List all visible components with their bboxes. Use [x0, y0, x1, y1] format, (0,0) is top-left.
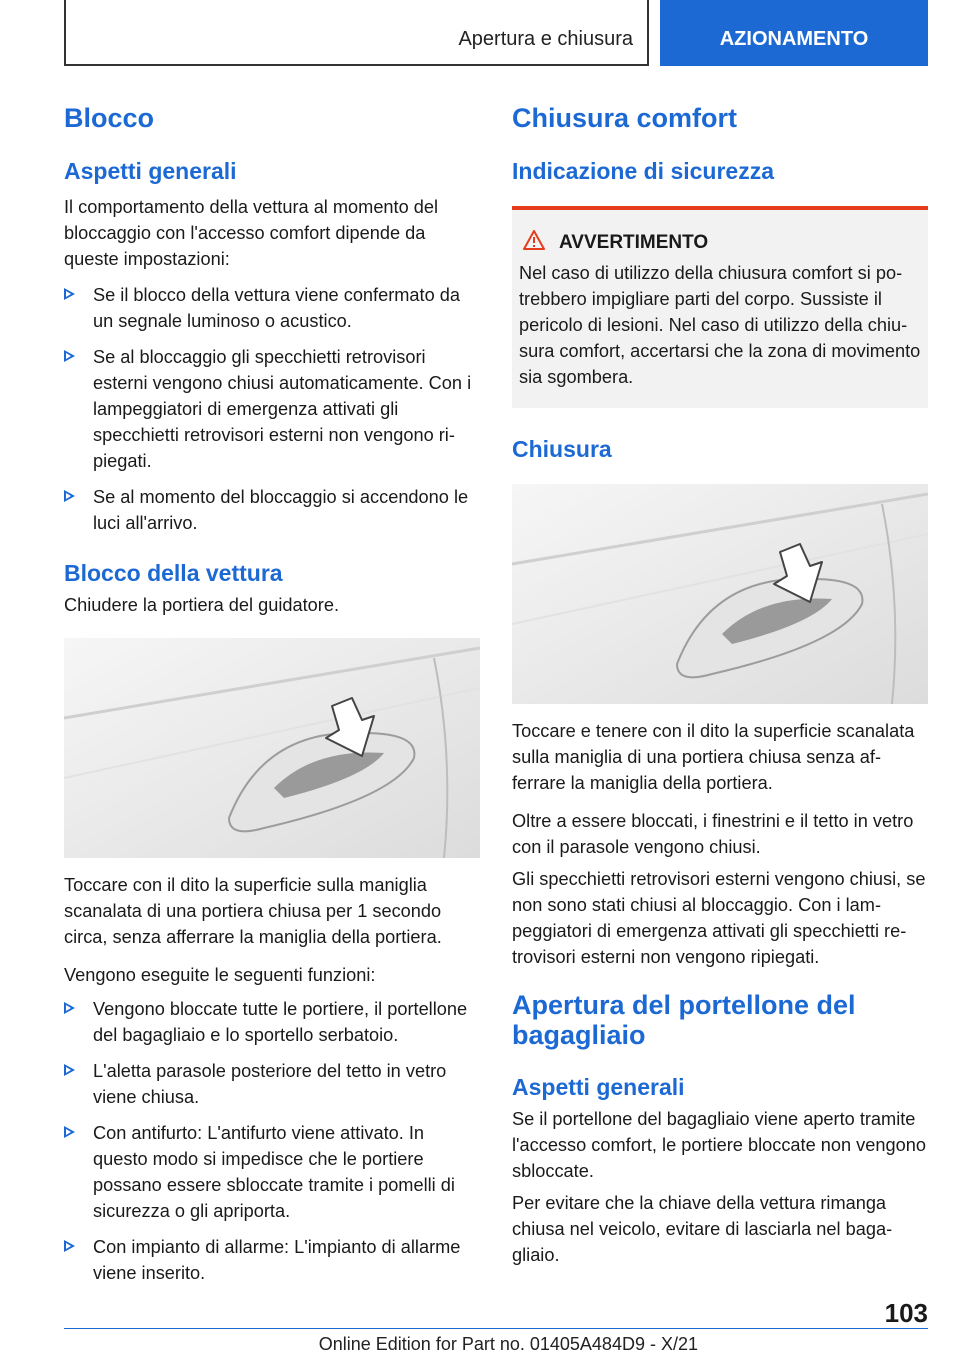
close-caption: Toccare e tenere con il dito la superficie scanalata sulla maniglia di una portiera chiusa senza afferrare la maniglia della portiera.: [512, 721, 915, 793]
warning-title: AVVERTIMENTO: [559, 232, 709, 253]
warning-box: [512, 206, 928, 408]
section-title: Apertura e chiusura: [458, 28, 633, 50]
list-item: Con antifurto: L'antifurto viene attivato. In questo modo si impedisce che le portiere possano essere sbloccate tramite i pomelli di sicurezza o gli apriporta.: [64, 1120, 480, 1224]
bullet-triangle-icon: [64, 1002, 75, 1014]
paragraph: Se il portellone del bagagliaio viene aperto tramite l'accesso comfort, le portiere bloccate non vengono sbloccate.: [512, 1109, 926, 1181]
bullet-triangle-icon: [64, 350, 75, 362]
list-item: Vengono bloccate tutte le portiere, il portellone del bagagliaio e lo sportello serbatoio.: [64, 996, 480, 1048]
heading-blocco-vettura: Blocco della vettura: [64, 560, 283, 586]
list-item: Se al momento del bloccaggio si accendono le luci all'arrivo.: [64, 484, 480, 536]
intro-paragraph: Il comportamento della vettura al momento del bloccaggio con l'accesso comfort dipende da queste impostazioni:: [64, 197, 439, 269]
settings-list: [64, 282, 480, 536]
heading-aspetti-generali: Aspetti generali: [64, 158, 237, 184]
bullet-triangle-icon: [64, 1126, 75, 1138]
bullet-triangle-icon: [64, 1240, 75, 1252]
page-number: 103: [884, 1298, 928, 1328]
functions-list: [64, 996, 480, 1286]
door-handle-image: [512, 484, 928, 704]
chapter-tab: [660, 0, 928, 66]
list-item: Se il blocco della vettura viene confermato da un segnale luminoso o acustico.: [64, 282, 480, 334]
footer-divider: [64, 1328, 928, 1329]
chapter-title: AZIONAMENTO: [719, 28, 869, 50]
lock-caption: Toccare con il dito la superficie sulla maniglia scanalata di una portiera chiusa per 1 secondo circa, senza afferrare la maniglia della portiera.: [64, 875, 442, 947]
paragraph: Gli specchietti retrovisori esterni vengono chiusi, se non sono stati chiusi al bloccaggio. Con i lampeggiatori di emergenza attivati gli specchietti retrovisori esterni non vengono ripiegati.: [512, 869, 926, 967]
right-column: [512, 100, 928, 1268]
paragraph: Per evitare che la chiave della vettura rimanga chiusa nel veicolo, evitare di lasciarla nel bagagliaio.: [512, 1193, 893, 1265]
lock-instruction: Chiudere la portiera del guidatore.: [64, 595, 340, 615]
warning-triangle-icon: [523, 230, 545, 256]
list-item: L'aletta parasole posteriore del tetto in vetro viene chiusa.: [64, 1058, 480, 1110]
warning-text: Nel caso di utilizzo della chiusura comfort si potrebbero impigliare parti del corpo. Sussiste il pericolo di lesioni. Nel caso di utilizzo della chiusura comfort, accertarsi che la zona di movimento sia sgombera.: [519, 263, 921, 387]
heading-aspetti-generali-2: Aspetti generali: [512, 1074, 685, 1100]
list-item: Se al bloccaggio gli specchietti retrovisori esterni vengono chiusi automaticamente. Con i lampeggiatori di emergenza attivati gli specchietti retrovisori esterni non vengono ripiegati.: [64, 344, 480, 474]
bullet-triangle-icon: [64, 490, 75, 502]
bullet-triangle-icon: [64, 1064, 75, 1076]
heading-chiusura: Chiusura: [512, 436, 612, 462]
bullet-triangle-icon: [64, 288, 75, 300]
warning-header: [519, 230, 922, 256]
edition-note: Online Edition for Part no. 01405A484D9 - X/21: [318, 1334, 698, 1354]
section-tab: [64, 0, 649, 66]
heading-chiusura-comfort: Chiusura comfort: [512, 103, 738, 133]
page-header: [64, 0, 928, 66]
paragraph: Oltre a essere bloccati, i finestrini e il tetto in vetro con il parasole vengono chiusi.: [512, 811, 914, 857]
door-handle-image: [64, 638, 480, 858]
functions-intro: Vengono eseguite le seguenti funzioni:: [64, 965, 376, 985]
heading-apertura-portellone: Apertura del portellone del bagagliaio: [512, 990, 856, 1050]
heading-blocco: Blocco: [64, 103, 155, 133]
list-item: Con impianto di allarme: L'impianto di allarme viene inserito.: [64, 1234, 480, 1286]
heading-indicazione-sicurezza: Indicazione di sicurezza: [512, 158, 775, 184]
left-column: [64, 100, 480, 1296]
